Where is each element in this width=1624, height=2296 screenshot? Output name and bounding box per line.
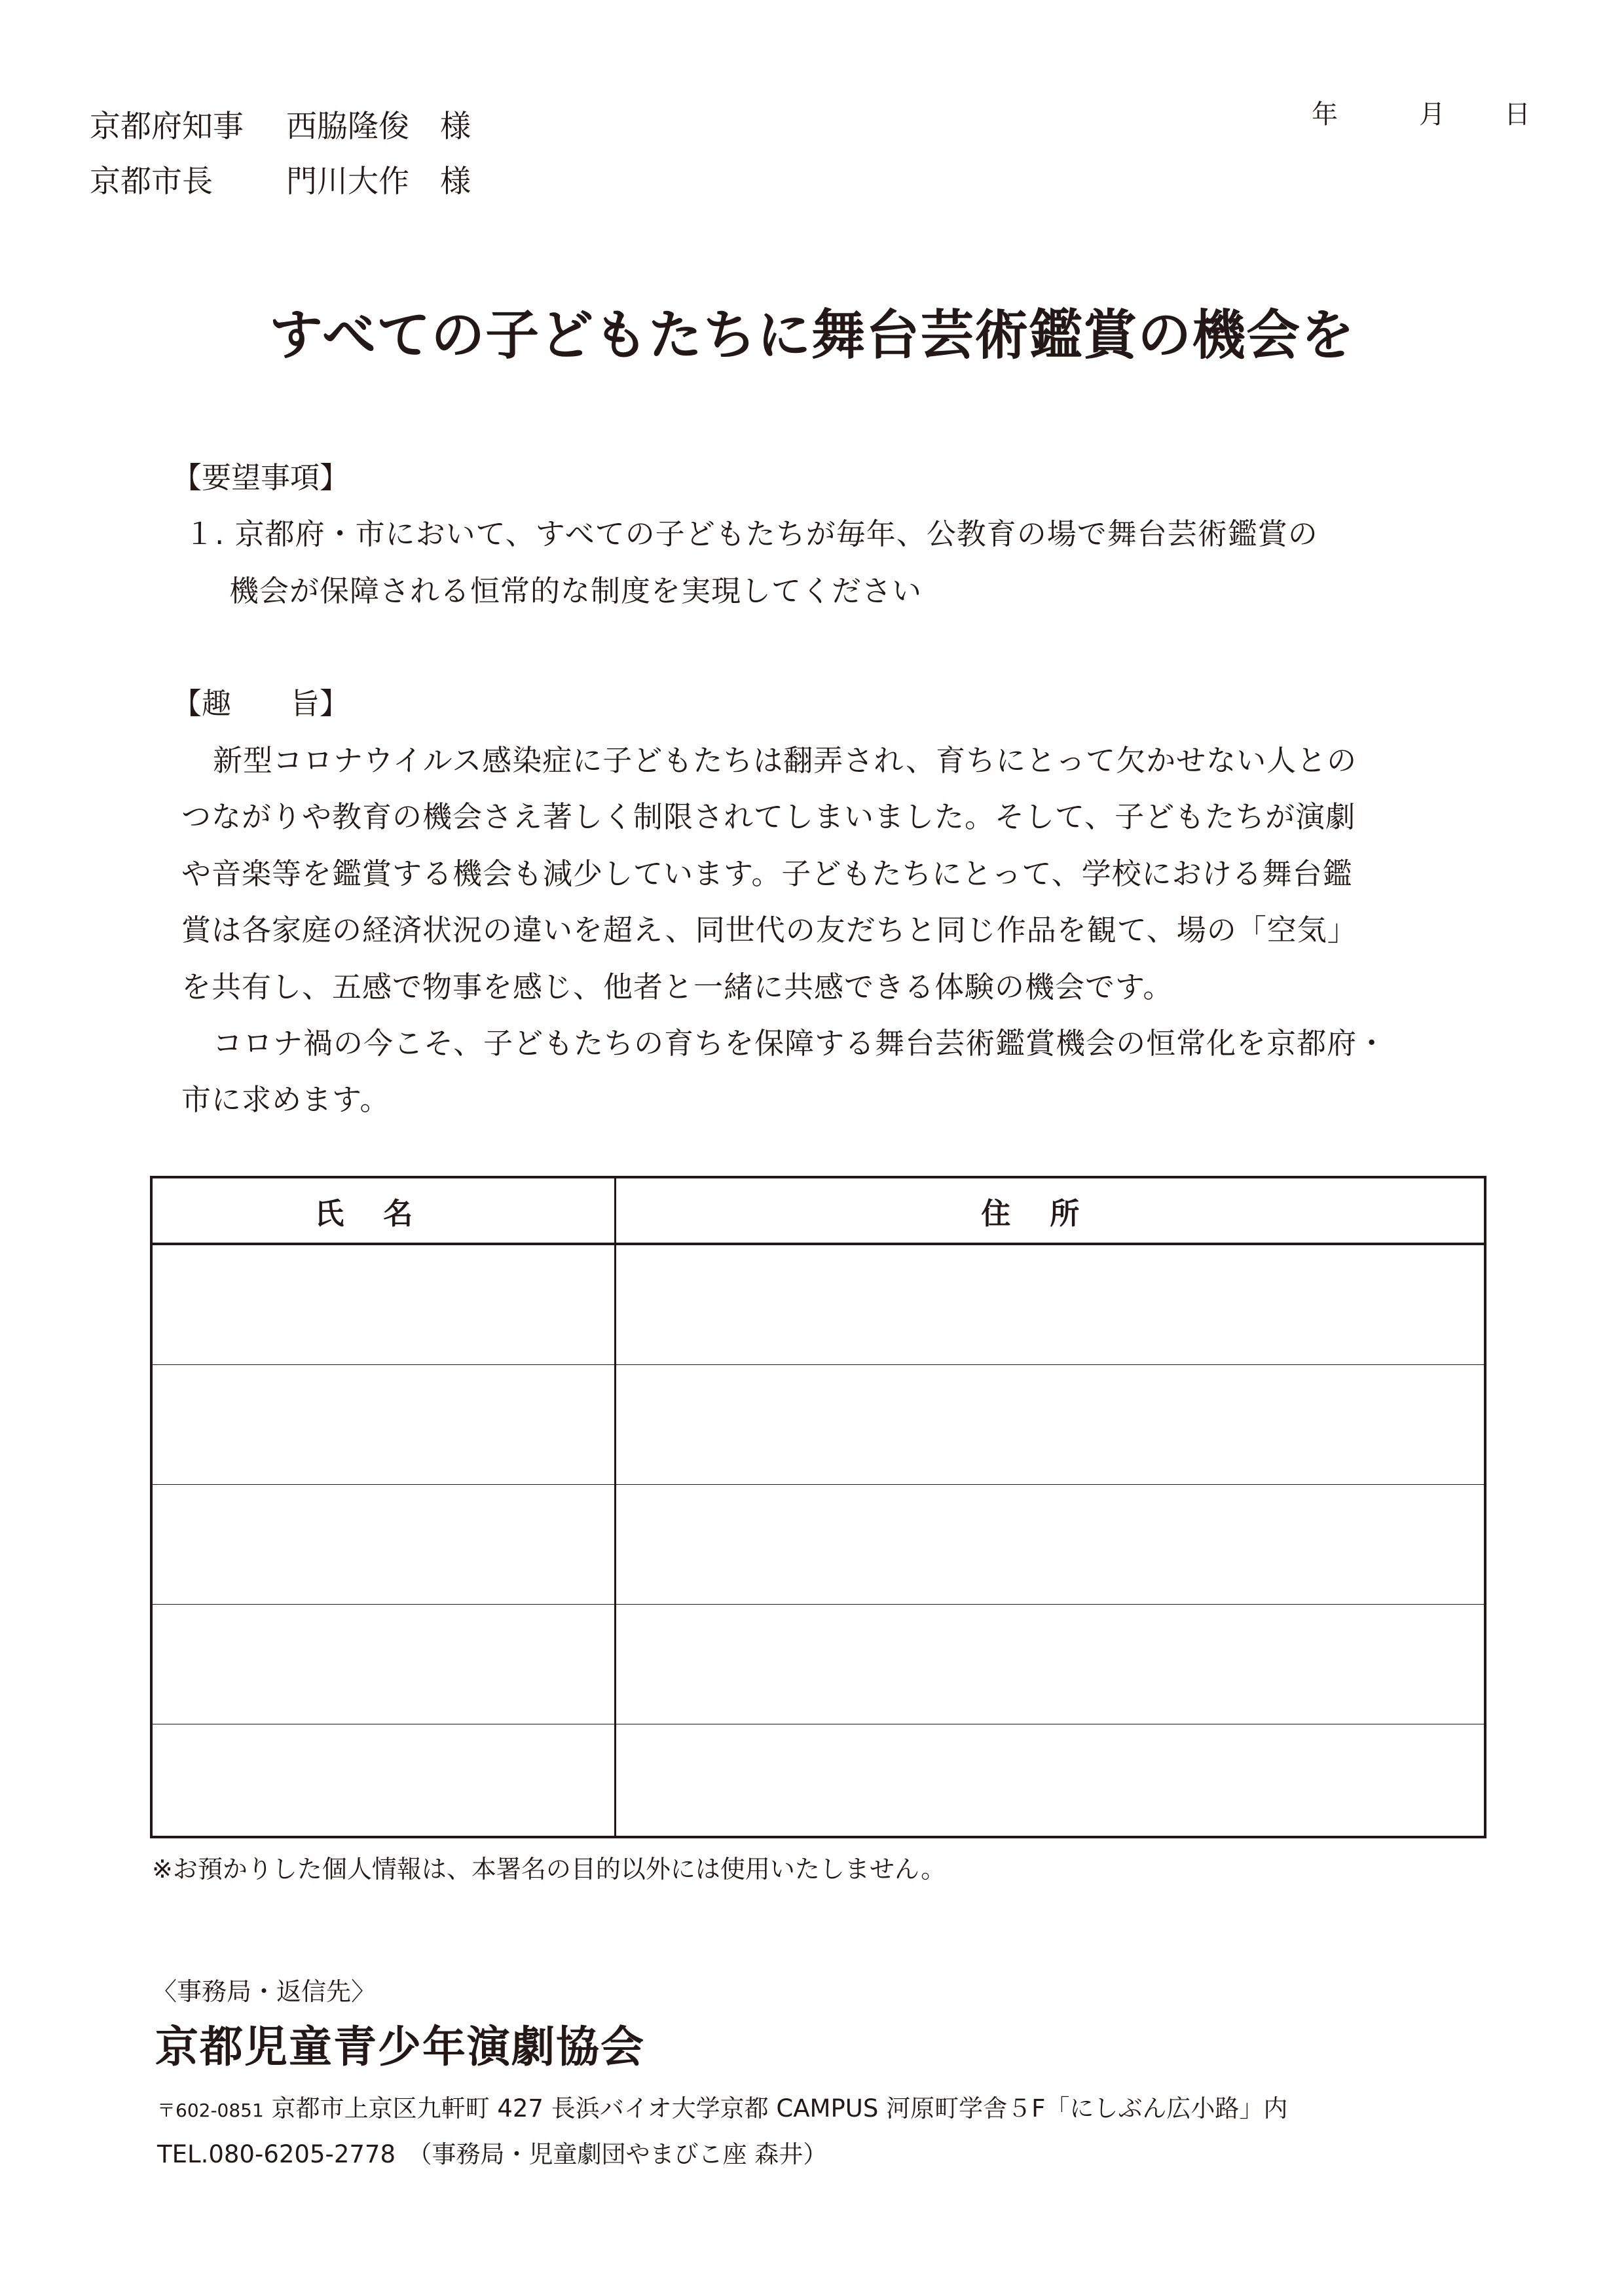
request-line: 機会が保障される恒常的な制度を実現してください <box>229 574 923 608</box>
table-row <box>151 1244 1485 1365</box>
office-tel: TEL.080-6205-2778 （事務局・児童劇団やまびこ座 森井） <box>157 2140 828 2168</box>
purpose-line: 賞は各家庭の経済状況の違いを超え、同世代の友だちと同じ作品を観て、場の「空気」 <box>181 913 1357 947</box>
signature-table <box>150 1176 1486 1838</box>
table-row <box>151 1724 1485 1838</box>
date-day: 日 <box>1504 100 1530 130</box>
request-heading: 【要望事項】 <box>172 460 350 495</box>
addressee-name: 西脇隆俊 様 <box>286 109 471 145</box>
office-label: 〈事務局・返信先〉 <box>152 1977 377 2006</box>
date-year: 年 <box>1312 100 1338 130</box>
addressee-mayor <box>90 164 471 200</box>
purpose-line: 市に求めます。 <box>181 1082 390 1117</box>
table-row <box>151 1365 1485 1485</box>
purpose-line: つながりや教育の機会さえ著しく制限されてしまいました。そして、子どもたちが演劇 <box>181 799 1356 834</box>
date-month: 月 <box>1419 100 1445 130</box>
column-header-name: 氏名 <box>151 1177 615 1244</box>
address-cell[interactable] <box>615 1365 1485 1485</box>
office-address <box>157 2096 1287 2121</box>
table-row <box>151 1605 1485 1724</box>
purpose-line: コロナ禍の今こそ、子どもたちの育ちを保障する舞台芸術鑑賞機会の恒常化を京都府・ <box>213 1026 1388 1061</box>
purpose-line: 新型コロナウイルス感染症に子どもたちは翻弄され、育ちにとって欠かせない人との <box>213 743 1357 778</box>
organization-name: 京都児童青少年演劇協会 <box>155 2022 645 2072</box>
street-address: 京都市上京区九軒町 427 長浜バイオ大学京都 CAMPUS 河原町学舎５F「にしぶん広小路」内 <box>271 2094 1288 2123</box>
signature-table-header <box>151 1177 1485 1244</box>
name-cell[interactable] <box>151 1724 615 1838</box>
addressee-title: 京都府知事 <box>90 109 244 145</box>
name-cell[interactable] <box>151 1365 615 1485</box>
addressee-name: 門川大作 様 <box>286 164 471 200</box>
table-row <box>151 1485 1485 1605</box>
address-cell[interactable] <box>615 1724 1485 1838</box>
purpose-heading: 【趣 旨】 <box>172 686 350 721</box>
privacy-note: ※お預かりした個人情報は、本署名の目的以外には使用いたしません。 <box>152 1855 946 1884</box>
name-cell[interactable] <box>151 1485 615 1605</box>
page-title: すべての子どもたちに舞台芸術鑑賞の機会を <box>268 304 1356 367</box>
name-cell[interactable] <box>151 1244 615 1365</box>
address-cell[interactable] <box>615 1244 1485 1365</box>
address-cell[interactable] <box>615 1485 1485 1605</box>
name-cell[interactable] <box>151 1605 615 1724</box>
address-cell[interactable] <box>615 1605 1485 1724</box>
purpose-line: を共有し、五感で物事を感じ、他者と一緒に共感できる体験の機会です。 <box>181 970 1173 1004</box>
postal-code: 〒602-0851 <box>157 2100 264 2121</box>
column-header-address: 住所 <box>615 1177 1485 1244</box>
purpose-line: や音楽等を鑑賞する機会も減少しています。子どもたちにとって、学校における舞台鑑 <box>181 856 1353 891</box>
addressee-title: 京都市長 <box>90 164 213 200</box>
request-line: １. 京都府・市において、すべての子どもたちが毎年、公教育の場で舞台芸術鑑賞の <box>185 517 1318 551</box>
addressee-governor <box>90 109 471 145</box>
